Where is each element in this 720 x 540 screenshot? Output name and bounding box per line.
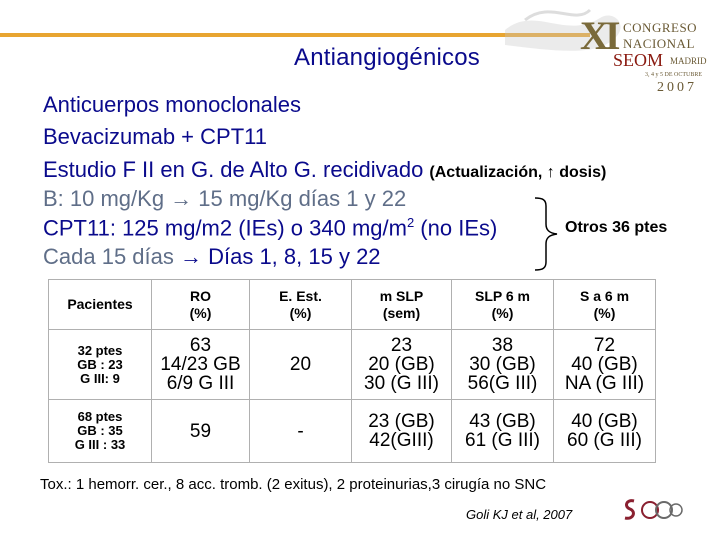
table-cell [250, 330, 352, 400]
cpt11-dose-b: (no IEs) [414, 215, 498, 241]
table-row [49, 330, 656, 400]
cell-value: 30 (GB) [469, 354, 536, 375]
logo-number: XI [580, 13, 617, 58]
table-cell [250, 400, 352, 463]
row-label-cell [49, 400, 152, 463]
cell-value: 42(GIII) [369, 430, 434, 451]
row-label-text: 68 ptes [77, 409, 123, 424]
cell-value: 38 [491, 335, 514, 356]
header-text: E. Est. [279, 287, 322, 304]
text-line-4: B: 10 mg/Kg → 15 mg/Kg días 1 y 22 [43, 186, 407, 211]
title-underline [0, 33, 590, 37]
table-cell [152, 330, 250, 400]
seom-footer-logo [620, 496, 684, 526]
row-label-text: GB : 23 [77, 356, 123, 372]
logo-brand: SEOM [613, 50, 664, 70]
cell-value: 14/23 GB [160, 354, 241, 375]
cell-value: 63 [189, 335, 212, 356]
table-cell [352, 330, 452, 400]
header-text: Pacientes [67, 296, 133, 312]
cell-value: 23 (GB) [368, 411, 435, 432]
cpt11-dose-a: CPT11: 125 mg/m2 (IEs) o 340 mg/m [43, 215, 407, 241]
cpt11-superscript: 2 [406, 215, 415, 230]
header-text: (%) [189, 304, 212, 321]
cell-value: 40 (GB) [571, 411, 638, 432]
row-label-text: G III : 33 [74, 437, 126, 452]
table-header-cell [152, 280, 250, 330]
cell-value: 30 (G III) [364, 373, 439, 394]
logo-line1: CONGRESO [623, 20, 698, 35]
header-text: (%) [491, 304, 514, 321]
otros-label: Otros 36 ptes [565, 219, 668, 236]
text-line-3 [43, 157, 606, 183]
table-cell [554, 330, 656, 400]
cell-value: 60 (G III) [567, 430, 642, 451]
table-cell [152, 400, 250, 463]
logo-dates: 3, 4 y 5 DE OCTUBRE [645, 72, 702, 78]
header-text: SLP 6 m [475, 287, 530, 304]
table-cell [352, 400, 452, 463]
congress-logo [505, 0, 720, 100]
cell-value: 56(G III) [467, 373, 538, 394]
cell-value: 72 [593, 335, 616, 356]
cell-value: 40 (GB) [571, 354, 638, 375]
cell-value: 20 (GB) [368, 354, 435, 375]
cell-value: 59 [189, 420, 212, 442]
table-header-cell [554, 280, 656, 330]
header-text: (%) [593, 304, 616, 321]
header-text: RO [190, 287, 211, 304]
logo-city: MADRID [670, 56, 707, 66]
header-text: (%) [289, 304, 312, 321]
table-header-cell [250, 280, 352, 330]
logo-year: 2007 [657, 80, 697, 95]
cell-value: NA (G III) [564, 373, 645, 394]
table-header-cell [352, 280, 452, 330]
table-cell [554, 400, 656, 463]
cell-value: 61 (G III) [465, 430, 540, 451]
row-label-text: GB : 35 [77, 423, 123, 438]
cell-value: 20 [289, 354, 312, 375]
cell-value: 43 (GB) [469, 411, 536, 432]
schedule-b: → Días 1, 8, 15 y 22 [173, 244, 381, 269]
header-text: m SLP [379, 287, 424, 304]
text-line-1: Anticuerpos monoclonales [43, 92, 302, 117]
row-label-cell [49, 330, 152, 400]
cell-value: 6/9 G III [166, 373, 235, 394]
row-label-text: 32 ptes [77, 342, 123, 358]
cell-value: 23 [390, 335, 413, 356]
table-cell [452, 330, 554, 400]
study-description: Estudio F II en G. de Alto G. recidivado [43, 157, 430, 182]
cell-value: - [297, 420, 304, 442]
text-line-2: Bevacizumab + CPT11 [43, 124, 267, 149]
table-header-cell [452, 280, 554, 330]
schedule-a: Cada 15 días [43, 244, 174, 269]
table-row [49, 400, 656, 463]
results-table [48, 279, 656, 463]
table-cell [452, 400, 554, 463]
logo-line2: NACIONAL [623, 36, 695, 51]
bracket-shape [533, 196, 563, 272]
text-line-6 [43, 244, 381, 270]
slide-title: Antiangiogénicos [293, 44, 480, 71]
study-note: (Actualización, ↑ dosis) [429, 164, 607, 181]
header-text: (sem) [382, 304, 421, 321]
header-text: S a 6 m [579, 287, 630, 304]
table-header-cell [49, 280, 152, 330]
text-line-5 [43, 215, 497, 241]
table-header-row [49, 280, 656, 330]
citation: Goli KJ et al, 2007 [466, 507, 573, 522]
toxicity-note: Tox.: 1 hemorr. cer., 8 acc. tromb. (2 exitus), 2 proteinurias,3 cirugía no SNC [40, 476, 547, 493]
row-label-text: G III: 9 [80, 370, 120, 386]
